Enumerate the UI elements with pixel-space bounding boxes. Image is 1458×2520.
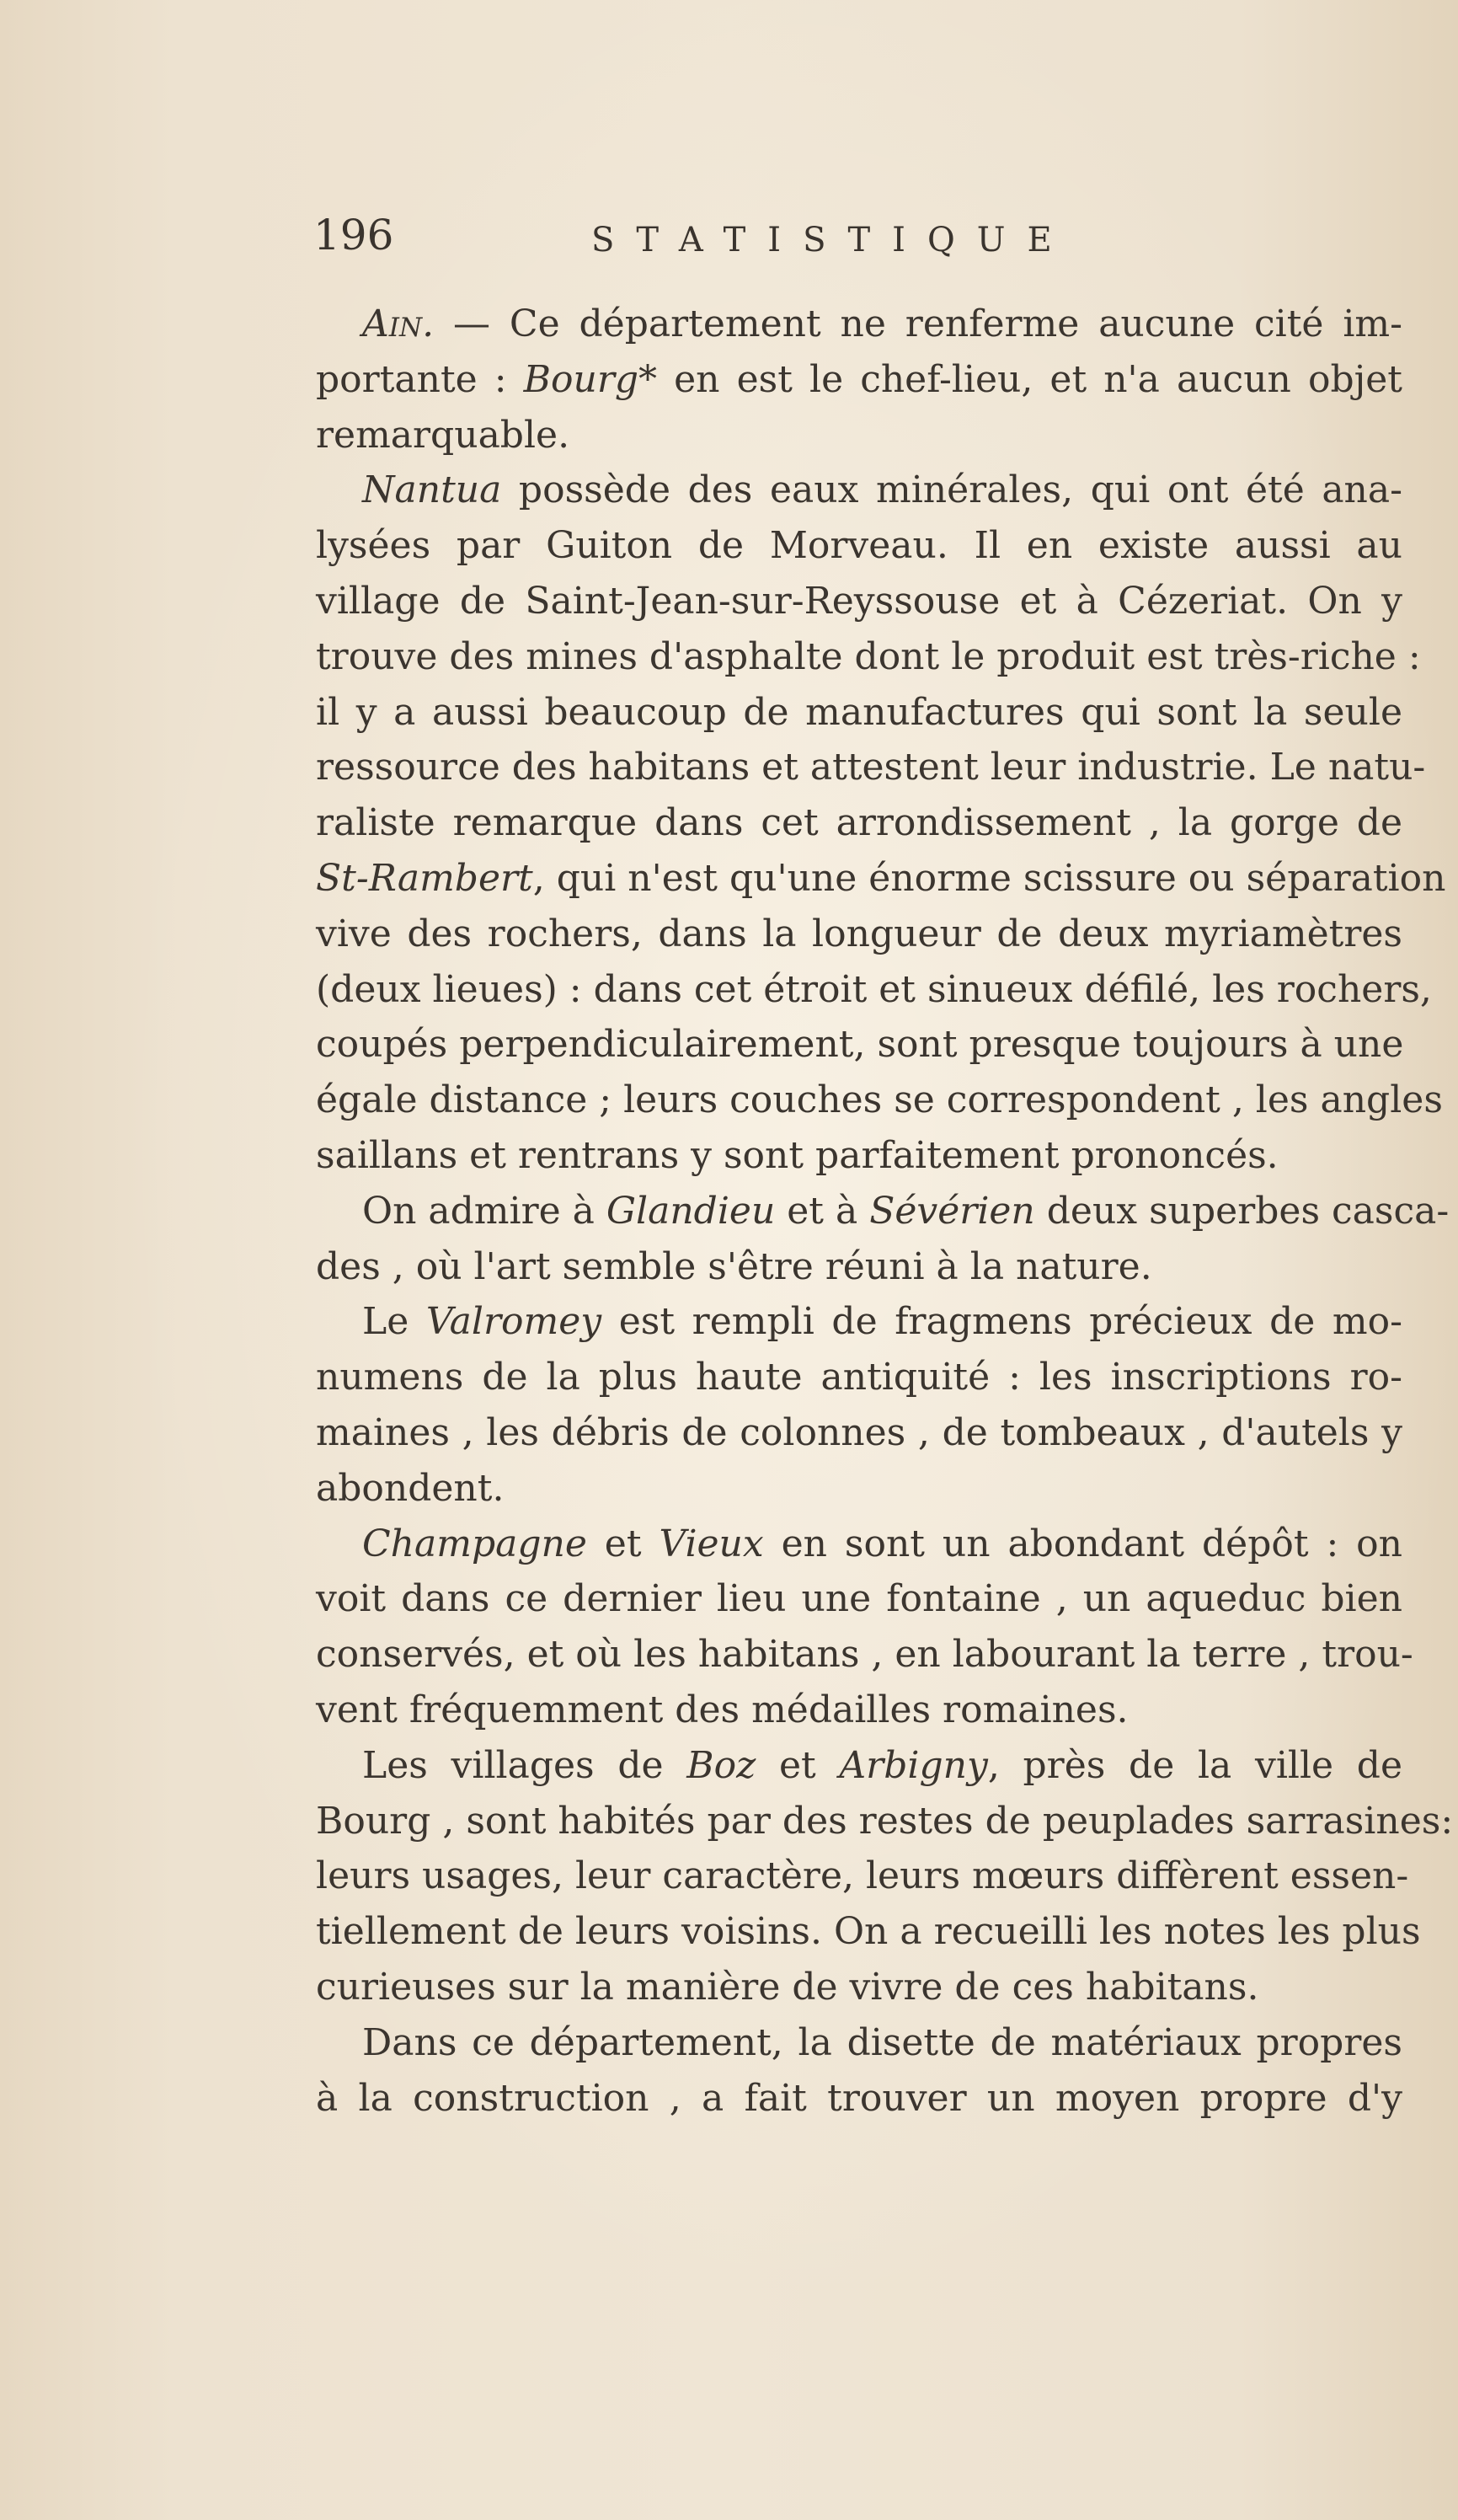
text-line: [316, 518, 1402, 574]
text-segment: conservés, et où les habitans , en labourant la terre , trou-: [316, 1633, 1413, 1677]
text-segment: possède des eaux minérales, qui ont été ana-: [501, 468, 1402, 512]
text-segment: en sont un abondant dépôt : on: [763, 1522, 1402, 1565]
text-line: [316, 2071, 1402, 2127]
text-segment: ressource des habitans et attestent leur industrie. Le natu-: [316, 746, 1426, 789]
text-segment: des , où l'art semble s'être réuni à la nature.: [316, 1244, 1152, 1288]
text-line: [316, 297, 1402, 352]
text-segment: remarquable.: [316, 413, 570, 457]
text-segment: * en est le chef-lieu, et n'a aucun objet: [638, 357, 1402, 401]
text-line: [316, 907, 1402, 962]
text-line: [316, 629, 1421, 685]
text-line: [316, 1738, 1402, 1794]
text-line: [316, 1128, 1402, 1184]
text-segment: , qui n'est qu'une énorme scissure ou séparation: [532, 856, 1446, 900]
text-line: [316, 1517, 1402, 1572]
text-segment: tiellement de leurs voisins. On a recueilli les notes les plus: [316, 1910, 1421, 1954]
text-line: [316, 1904, 1421, 1960]
text-segment: est rempli de fragmens précieux de mo-: [601, 1300, 1403, 1344]
italic-term: Vieux: [659, 1522, 764, 1565]
text-segment: Bourg , sont habités par des restes de peuplades sarrasines:: [316, 1799, 1454, 1843]
text-segment: à la construction , a fait trouver un moyen propre d'y: [316, 2076, 1402, 2120]
italic-term: Arbigny: [839, 1743, 988, 1787]
italic-term: Valromey: [425, 1300, 602, 1344]
text-segment: — Ce département ne renferme aucune cité im-: [434, 302, 1402, 345]
text-line: [316, 1849, 1409, 1904]
text-line: [316, 1571, 1402, 1627]
text-line: [316, 851, 1446, 907]
text-line: [316, 1960, 1402, 2015]
italic-term: Nantua: [362, 468, 502, 512]
text-segment: il y a aussi beaucoup de manufactures qui sont la seule: [316, 690, 1402, 734]
text-line: [316, 685, 1402, 741]
text-segment: leurs usages, leur caractère, leurs mœurs diffèrent essen-: [316, 1854, 1409, 1898]
text-segment: vive des rochers, dans la longueur de deux myriamètres: [316, 912, 1402, 955]
text-line: [316, 1239, 1402, 1295]
text-segment: village de Saint-Jean-sur-Reyssouse et à Cézeriat. On y: [316, 579, 1402, 623]
text-line: [316, 1350, 1402, 1405]
text-segment: lysées par Guiton de Morveau. Il en existe aussi au: [316, 524, 1402, 568]
text-segment: Dans ce département, la disette de matériaux propres: [362, 2020, 1402, 2064]
text-line: [316, 795, 1402, 851]
text-segment: égale distance ; leurs couches se correspondent , les angles: [316, 1078, 1443, 1122]
text-line: [316, 740, 1426, 795]
text-line: [316, 352, 1402, 408]
text-line: [316, 962, 1432, 1018]
text-segment: curieuses sur la manière de vivre de ces habitans.: [316, 1965, 1259, 2009]
text-line: [316, 2015, 1402, 2071]
text-segment: (deux lieues) : dans cet étroit et sinueux défilé, les rochers,: [316, 967, 1432, 1011]
italic-term: Boz: [686, 1743, 756, 1787]
text-segment: vent fréquemment des médailles romaines.: [316, 1688, 1129, 1731]
running-title: STATISTIQUE: [591, 221, 1074, 259]
page-header: [313, 211, 1156, 270]
text-line: [316, 1405, 1402, 1461]
text-segment: saillans et rentrans y sont parfaitement prononcés.: [316, 1133, 1279, 1177]
text-line: [316, 1184, 1450, 1239]
text-segment: et: [586, 1522, 660, 1565]
text-segment: Le: [362, 1300, 426, 1344]
text-segment: portante :: [316, 357, 524, 401]
text-segment: On admire à: [362, 1189, 606, 1233]
text-segment: coupés perpendiculairement, sont presque toujours à une: [316, 1023, 1404, 1067]
text-segment: deux superbes casca-: [1034, 1189, 1450, 1233]
text-segment: , près de la ville de: [987, 1743, 1402, 1787]
text-segment: trouve des mines d'asphalte dont le produit est très-riche :: [316, 634, 1421, 678]
text-line: [316, 1461, 1402, 1517]
text-segment: maines , les débris de colonnes , de tombeaux , d'autels y: [316, 1410, 1402, 1454]
text-segment: et à: [775, 1189, 870, 1233]
text-line: [316, 1017, 1402, 1073]
italic-term: Champagne: [362, 1522, 587, 1565]
text-line: [316, 574, 1402, 629]
italic-term: Bourg: [523, 357, 639, 401]
text-line: [316, 408, 1402, 463]
text-line: [316, 1627, 1413, 1683]
italic-term: St-Rambert: [316, 856, 533, 900]
text-segment: voit dans ce dernier lieu une fontaine , un aqueduc bien: [316, 1577, 1402, 1621]
italic-term: Ain.: [362, 302, 435, 345]
text-line: [316, 1073, 1443, 1128]
text-line: [316, 1683, 1402, 1738]
italic-term: Sévérien: [869, 1189, 1035, 1233]
text-line: [316, 1794, 1454, 1849]
italic-term: Glandieu: [606, 1189, 776, 1233]
text-segment: abondent.: [316, 1466, 505, 1510]
text-line: [316, 1294, 1402, 1350]
text-segment: numens de la plus haute antiquité : les inscriptions ro-: [316, 1356, 1402, 1399]
text-segment: Les villages de: [362, 1743, 687, 1787]
text-segment: et: [756, 1743, 840, 1787]
body-text: [316, 297, 1454, 2126]
page-number: 196: [313, 211, 394, 259]
text-segment: raliste remarque dans cet arrondissement , la gorge de: [316, 801, 1402, 845]
text-line: [316, 463, 1402, 518]
